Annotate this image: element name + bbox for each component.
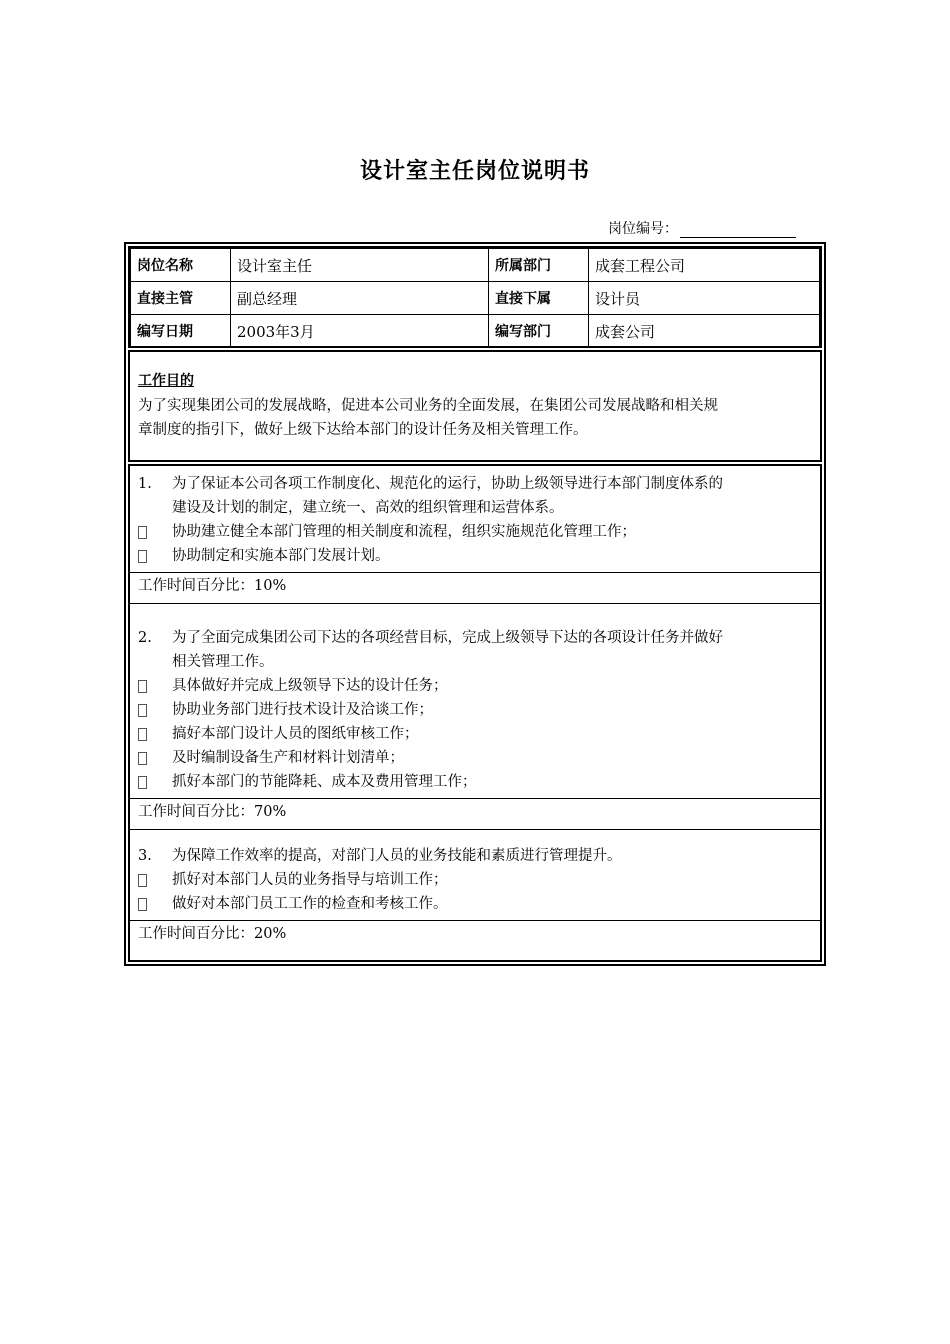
duty-item: [138, 746, 812, 770]
duty-text: 建设及计划的制定，建立统一、高效的组织管理和运营体系。: [172, 500, 564, 516]
duty-text: 为了保证本公司各项工作制度化、规范化的运行，协助上级领导进行本部门制度体系的: [172, 476, 723, 492]
duty-1: [130, 466, 820, 573]
purpose-line: 章制度的指引下，做好上级下达给本部门的设计任务及相关管理工作。: [138, 422, 588, 438]
document-title: 设计室主任岗位说明书: [359, 159, 590, 184]
bullet-icon: [138, 746, 172, 770]
purpose-heading: 工作目的: [138, 373, 194, 389]
bullet-icon: [138, 674, 172, 698]
label-position-name: 岗位名称: [131, 249, 231, 282]
value-department: 成套工程公司: [589, 249, 820, 282]
duty-item: [138, 892, 812, 916]
bullet-icon: [138, 868, 172, 892]
duty-item-text: 协助制定和实施本部门发展计划。: [172, 548, 390, 564]
duty-text: 为了全面完成集团公司下达的各项经营目标，完成上级领导下达的各项设计任务并做好: [172, 630, 723, 646]
duty-item: [138, 520, 812, 544]
purpose-text: [138, 394, 812, 442]
duty-item-text: 抓好本部门的节能降耗、成本及费用管理工作；: [172, 774, 477, 790]
bullet-icon: [138, 698, 172, 722]
duty-main: [138, 844, 812, 868]
duties-section: [128, 464, 822, 962]
value-author-dept: 成套公司: [589, 315, 820, 348]
duty-item: [138, 770, 812, 794]
label-department: 所属部门: [489, 249, 589, 282]
value-subordinate: 设计员: [589, 282, 820, 315]
duty-item-text: 协助建立健全本部门管理的相关制度和流程，组织实施规范化管理工作；: [172, 524, 636, 540]
post-number: [608, 218, 796, 238]
duty-2: [130, 604, 820, 799]
duty-1-percent: 工作时间百分比：10%: [130, 573, 820, 604]
duty-text: 为保障工作效率的提高，对部门人员的业务技能和素质进行管理提升。: [172, 848, 622, 864]
label-supervisor: 直接主管: [131, 282, 231, 315]
label-subordinate: 直接下属: [489, 282, 589, 315]
duty-item: [138, 674, 812, 698]
duty-item: [138, 698, 812, 722]
bullet-icon: [138, 892, 172, 916]
purpose-section: [128, 350, 822, 462]
bullet-icon: [138, 722, 172, 746]
duty-item-text: 协助业务部门进行技术设计及洽谈工作；: [172, 702, 433, 718]
bullet-icon: [138, 770, 172, 794]
label-date: 编写日期: [131, 315, 231, 348]
duty-3-percent: 工作时间百分比：20%: [138, 926, 287, 942]
value-supervisor: 副总经理: [231, 282, 489, 315]
duty-main: [138, 626, 812, 650]
indent: [138, 496, 172, 520]
value-date: 2003年3月: [231, 315, 489, 348]
value-position-name: 设计室主任: [231, 249, 489, 282]
duty-item: [138, 544, 812, 568]
duty-item: [138, 722, 812, 746]
bullet-icon: [138, 520, 172, 544]
info-row: [131, 282, 820, 315]
duty-main-cont: [138, 650, 812, 674]
duty-item-text: 做好对本部门员工工作的检查和考核工作。: [172, 896, 448, 912]
duty-2-percent: 工作时间百分比：70%: [130, 799, 820, 830]
post-number-label: 岗位编号：: [608, 221, 678, 237]
duty-number: 3.: [138, 848, 152, 864]
duty-main-cont: [138, 496, 812, 520]
duty-text: 相关管理工作。: [172, 654, 274, 670]
duty-main: [138, 472, 812, 496]
duty-number: 1.: [138, 476, 152, 492]
duty-number: 2.: [138, 630, 152, 646]
info-row: [131, 249, 820, 282]
duty-item-text: 具体做好并完成上级领导下达的设计任务；: [172, 678, 448, 694]
info-table: [128, 246, 822, 348]
label-author-dept: 编写部门: [489, 315, 589, 348]
duty-item-text: 及时编制设备生产和材料计划清单；: [172, 750, 404, 766]
purpose-line: 为了实现集团公司的发展战略，促进本公司业务的全面发展，在集团公司发展战略和相关规: [138, 398, 718, 414]
duty-item-text: 搞好本部门设计人员的图纸审核工作；: [172, 726, 419, 742]
duty-3: [130, 830, 820, 921]
indent: [138, 650, 172, 674]
info-row: [131, 315, 820, 348]
duty-item: [138, 868, 812, 892]
duty-item-text: 抓好对本部门人员的业务指导与培训工作；: [172, 872, 448, 888]
post-number-blank: [680, 222, 796, 238]
bullet-icon: [138, 544, 172, 568]
